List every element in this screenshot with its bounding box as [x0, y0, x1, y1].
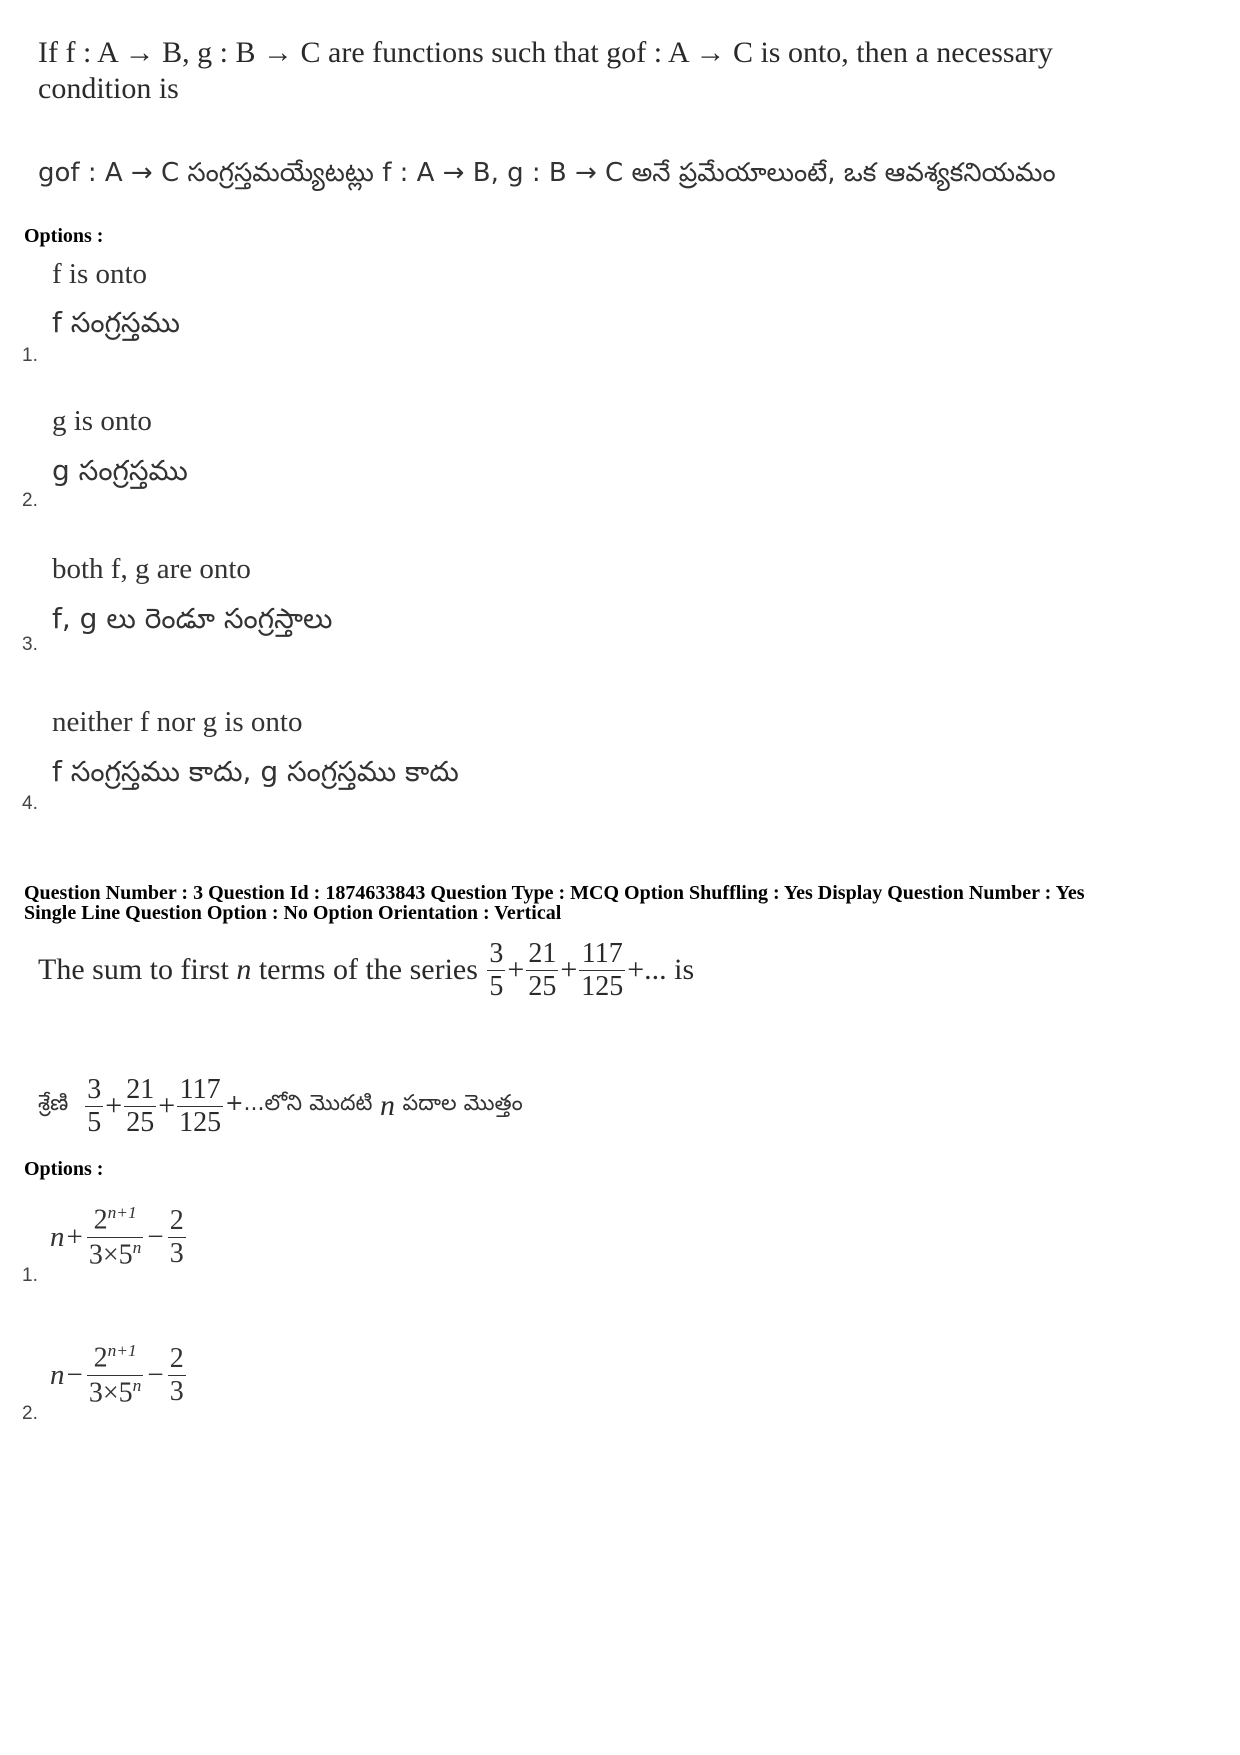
fraction-power: $\frac{2^{n+1}}{3\times 5^n}$	[88, 1203, 142, 1270]
q3-option-1-number: 1.	[22, 1265, 38, 1286]
option-3-number: 3.	[22, 634, 38, 655]
option-1-english[interactable]: f is onto	[52, 258, 148, 290]
q3-option-1-expression[interactable]	[50, 1192, 188, 1282]
variable-n: n	[50, 1220, 65, 1253]
fraction-117-125: $\frac{117}{125}$	[179, 1073, 222, 1138]
plus-sign: +	[105, 1089, 123, 1122]
plus-sign: +	[158, 1089, 176, 1122]
question-text-telugu: gof : A → C సంగ్రస్తమయ్యేటట్లు f : A → B, g : B → C అనే ప్రమేయాలుంటే, ఒక ఆవశ్యకనియమం	[38, 158, 1056, 188]
fraction-117-125: $\frac{117}{125}$	[581, 937, 624, 1002]
fraction-21-25: $\frac{21}{25}$	[126, 1073, 155, 1138]
question-3-prefix: The sum to first	[38, 953, 229, 986]
fraction-power: $\frac{2^{n+1}}{3\times 5^n}$	[88, 1341, 142, 1408]
question-3-text	[38, 932, 694, 1008]
question-text-line2: condition is	[38, 72, 179, 105]
options-label: Options :	[24, 1158, 104, 1180]
fraction-21-25: $\frac{21}{25}$	[528, 937, 557, 1002]
option-4-english[interactable]: neither f nor g is onto	[52, 706, 303, 738]
series-tail: +... is	[627, 953, 695, 986]
fraction-3-5: $\frac{3}{5}$	[489, 937, 504, 1002]
q3-option-2-number: 2.	[22, 1403, 38, 1424]
variable-n: n	[236, 953, 252, 986]
operator: −	[66, 1358, 83, 1391]
plus-sign: +	[560, 953, 578, 986]
fraction-2-3: $\frac{2}{3}$	[169, 1342, 184, 1407]
options-label: Options :	[24, 225, 104, 247]
option-2-telugu[interactable]: g సంగ్రస్తము	[52, 454, 188, 487]
telugu-suffix-2: పదాల మొత్తం	[402, 1091, 523, 1116]
operator: +	[66, 1220, 83, 1253]
option-1-number: 1.	[22, 345, 38, 366]
telugu-suffix-1: +...లోని మొదటి	[225, 1091, 373, 1116]
plus-sign: +	[507, 953, 525, 986]
q3-option-2-expression[interactable]	[50, 1330, 188, 1420]
option-3-telugu[interactable]: f, g లు రెండూ సంగ్రస్తాలు	[52, 602, 333, 635]
option-1-telugu[interactable]: f సంగ్రస్తము	[52, 306, 180, 339]
option-4-telugu[interactable]: f సంగ్రస్తము కాదు, g సంగ్రస్తము కాదు	[52, 755, 459, 788]
question-text-line1: If f : A → B, g : B → C are functions such that gof : A → C is onto, then a necessary	[38, 36, 1053, 69]
telugu-prefix: శ్రేణి	[38, 1091, 69, 1116]
variable-n: n	[379, 1089, 395, 1122]
option-3-english[interactable]: both f, g are onto	[52, 553, 251, 585]
question-3-mid: terms of the series	[258, 953, 478, 986]
fraction-2-3: $\frac{2}{3}$	[169, 1204, 184, 1269]
operator: −	[147, 1220, 164, 1253]
question-meta-line2: Single Line Question Option : No Option Orientation : Vertical	[24, 902, 562, 924]
fraction-3-5: $\frac{3}{5}$	[87, 1073, 102, 1138]
question-meta-line1: Question Number : 3 Question Id : 1874633843 Question Type : MCQ Option Shuffling : Yes Display Question Number : Yes	[24, 882, 1085, 904]
option-2-number: 2.	[22, 490, 38, 511]
option-4-number: 4.	[22, 793, 38, 814]
question-3-telugu	[38, 1068, 523, 1144]
operator: −	[147, 1358, 164, 1391]
variable-n: n	[50, 1358, 65, 1391]
option-2-english[interactable]: g is onto	[52, 405, 152, 437]
